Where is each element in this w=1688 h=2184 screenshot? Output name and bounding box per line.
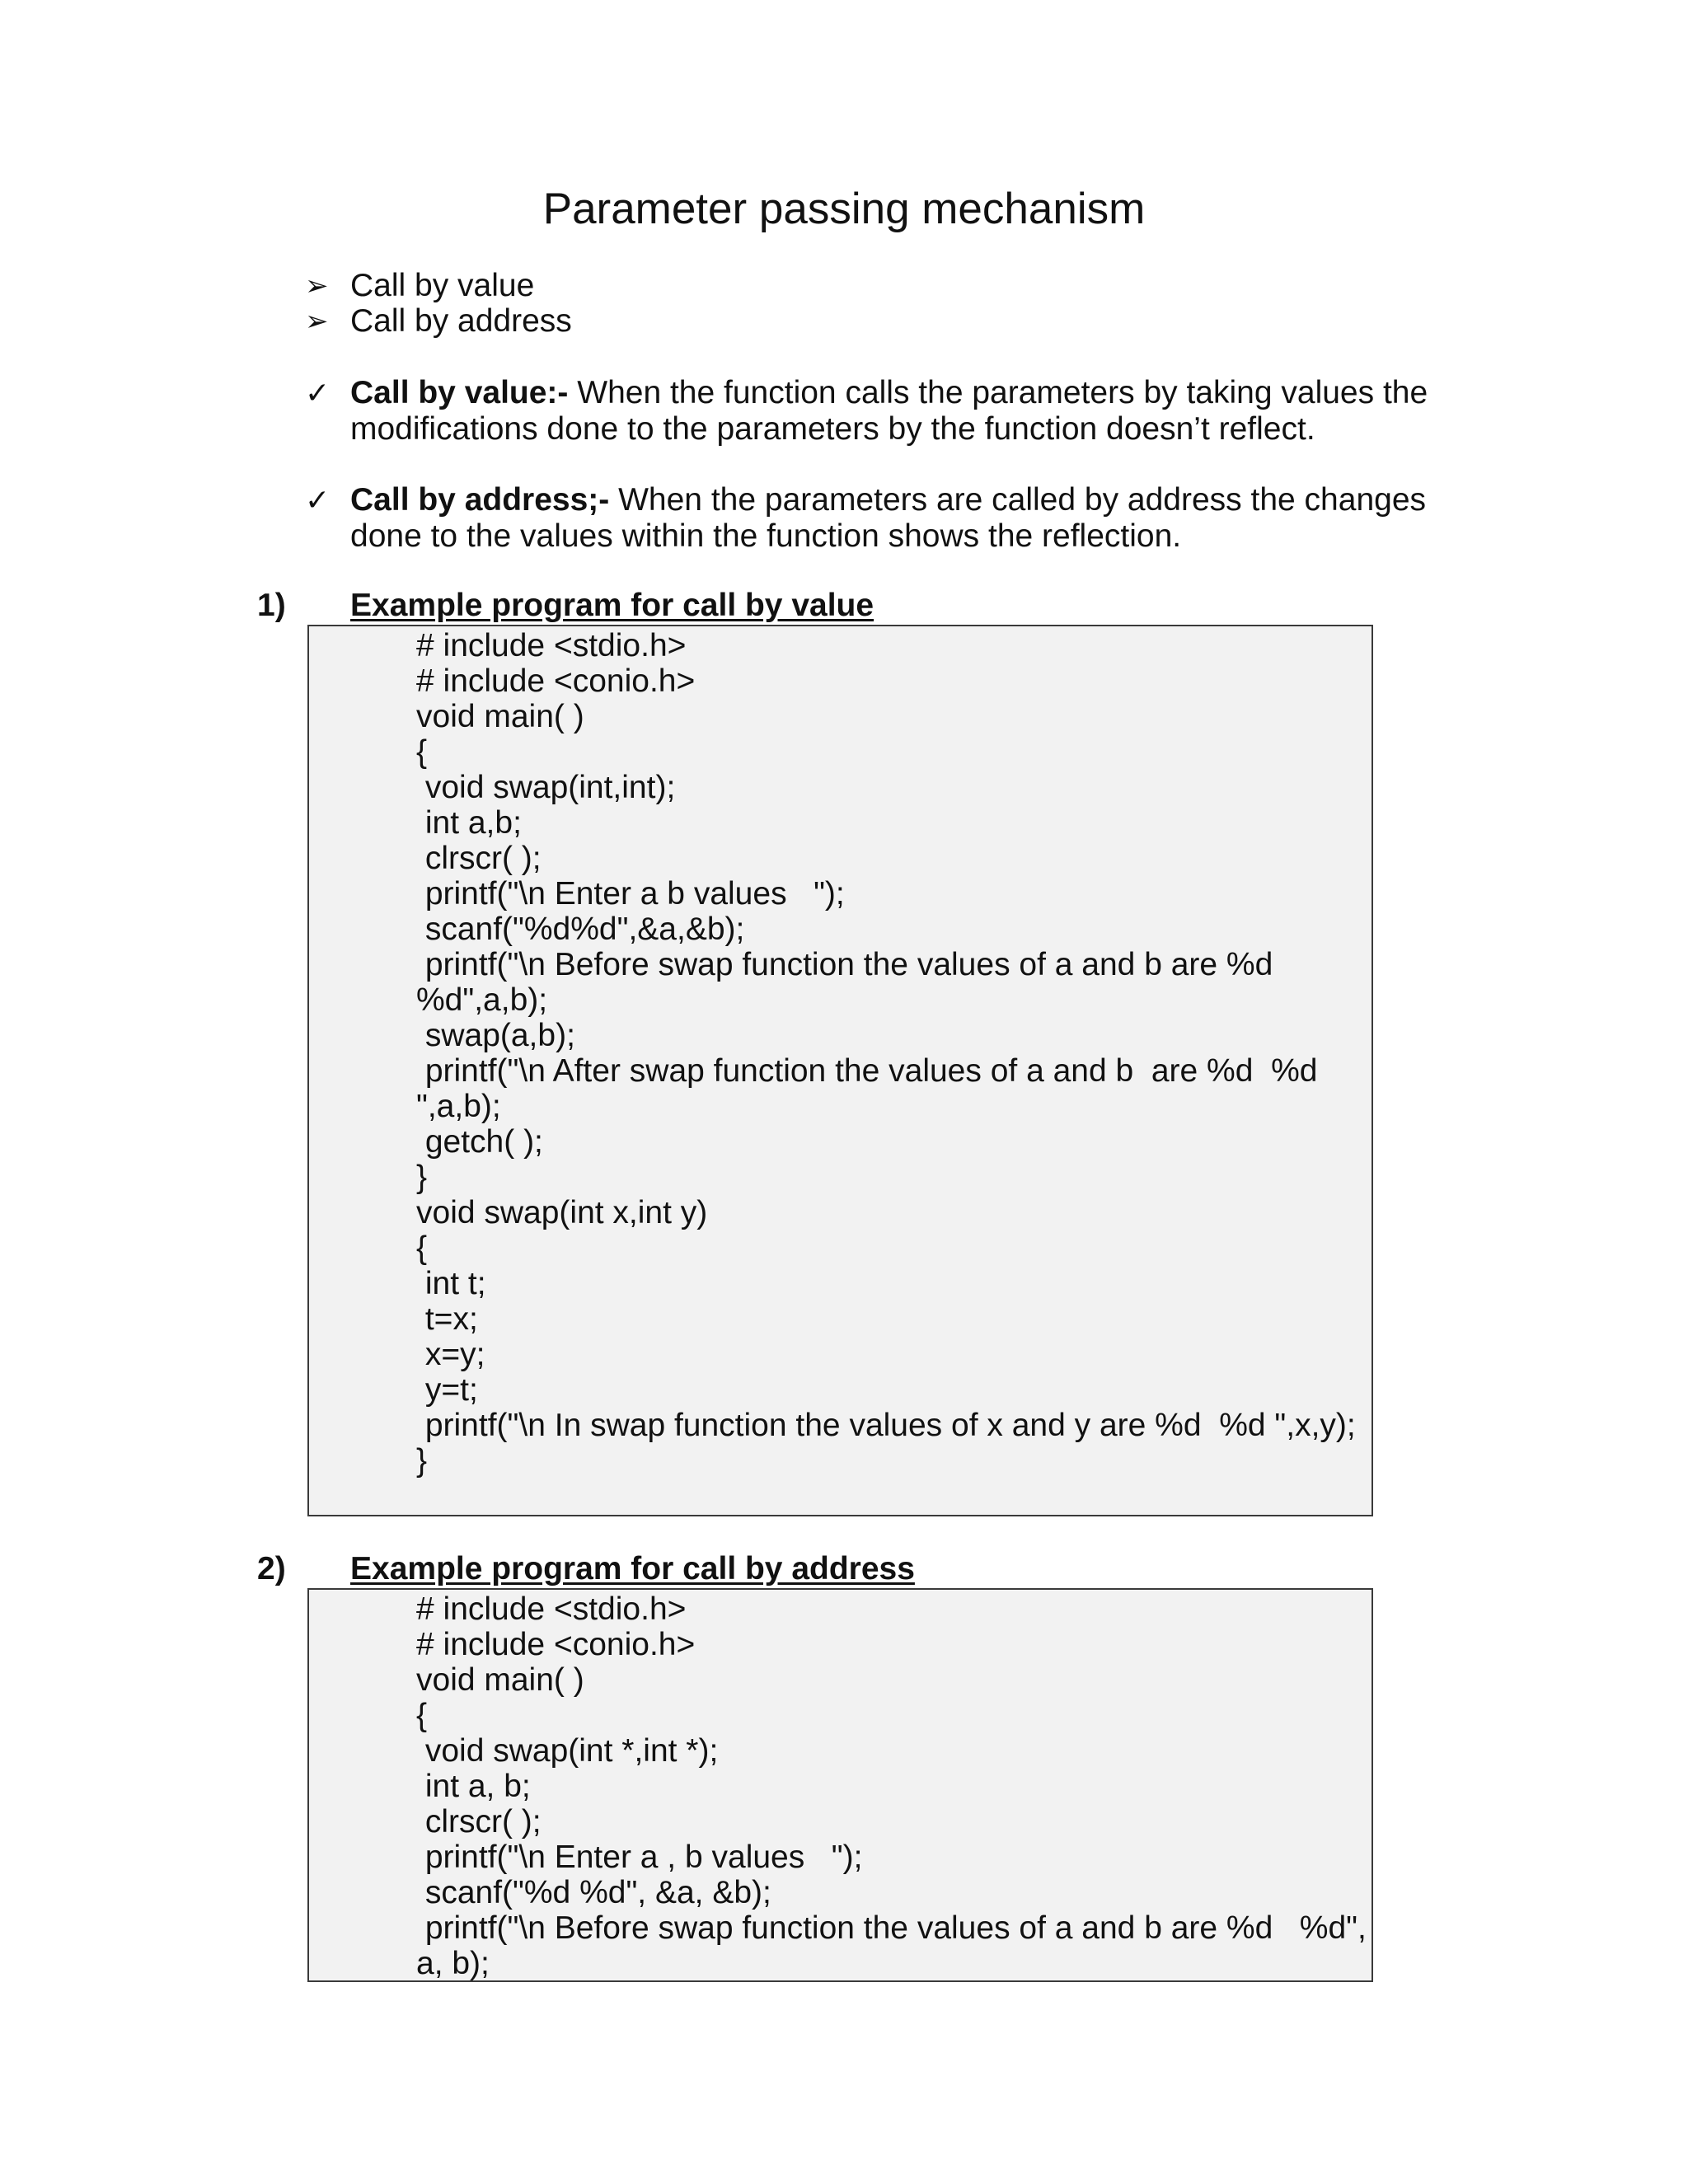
code-line: %d",a,b);: [416, 982, 548, 1018]
code-line: int a,b;: [416, 805, 522, 841]
definition-line: [350, 482, 1426, 518]
code-line: {: [416, 734, 428, 770]
section-number: 1): [257, 588, 286, 623]
definition-call-by-value: [305, 375, 1428, 449]
code-line: void main( ): [416, 1662, 584, 1698]
code-line: a, b);: [416, 1946, 490, 1981]
code-line: # include <stdio.h>: [416, 628, 687, 663]
code-line: printf("\n In swap function the values of x and y are %d %d ",x,y);: [416, 1408, 1356, 1443]
code-line: }: [416, 1443, 428, 1479]
code-line: clrscr( );: [416, 841, 542, 876]
code-line: printf("\n After swap function the values of a and b are %d %d: [416, 1053, 1318, 1089]
code-line: {: [416, 1230, 428, 1266]
code-line: {: [416, 1698, 428, 1733]
code-line: int a, b;: [416, 1769, 531, 1804]
code-line: t=x;: [416, 1301, 478, 1337]
definition-line: done to the values within the function shows the reflection.: [350, 518, 1182, 554]
code-line: printf("\n Enter a b values ");: [416, 876, 845, 912]
checkmark-icon: ✓: [305, 376, 331, 410]
code-line: clrscr( );: [416, 1804, 542, 1840]
code-line: scanf("%d%d",&a,&b);: [416, 912, 745, 947]
code-line: # include <conio.h>: [416, 663, 696, 699]
definition-term: Call by address;-: [350, 482, 610, 518]
code-line: printf("\n Before swap function the values of a and b are %d %d",: [416, 1910, 1367, 1946]
code-line: void swap(int,int);: [416, 770, 676, 805]
code-line: # include <conio.h>: [416, 1627, 696, 1662]
section-number: 2): [257, 1551, 286, 1586]
definition-line: [350, 375, 1428, 411]
code-line: printf("\n Before swap function the values of a and b are %d: [416, 947, 1273, 982]
code-line: scanf("%d %d", &a, &b);: [416, 1875, 771, 1910]
code-line: getch( );: [416, 1124, 543, 1160]
code-line: printf("\n Enter a , b values ");: [416, 1840, 863, 1875]
definition-text: When the parameters are called by address the changes: [609, 482, 1427, 518]
definition-line: modifications done to the parameters by the function doesn’t reflect.: [350, 411, 1315, 447]
section-heading: Example program for call by value: [350, 588, 874, 623]
code-line: y=t;: [416, 1372, 478, 1408]
code-line: swap(a,b);: [416, 1018, 575, 1053]
code-line: int t;: [416, 1266, 486, 1301]
definition-call-by-address: [305, 482, 1427, 556]
bullet-text: Call by address: [350, 303, 572, 339]
code-block-call-by-address: [307, 1588, 1373, 1982]
checkmark-icon: ✓: [305, 483, 331, 517]
arrow-bullet-icon: ➢: [305, 306, 329, 337]
code-line: void swap(int x,int y): [416, 1195, 708, 1230]
section-heading: Example program for call by address: [350, 1551, 915, 1586]
arrow-bullet-icon: ➢: [305, 270, 329, 302]
code-block-call-by-value: [307, 625, 1373, 1516]
code-line: }: [416, 1160, 428, 1195]
definition-text: When the function calls the parameters by taking values the: [568, 375, 1428, 410]
page-title: Parameter passing mechanism: [542, 185, 1146, 233]
code-line: ",a,b);: [416, 1089, 501, 1124]
bullet-text: Call by value: [350, 268, 535, 303]
code-line: x=y;: [416, 1337, 485, 1372]
code-line: void main( ): [416, 699, 584, 734]
code-line: void swap(int *,int *);: [416, 1733, 719, 1769]
code-line: # include <stdio.h>: [416, 1591, 687, 1627]
definition-term: Call by value:-: [350, 375, 569, 410]
